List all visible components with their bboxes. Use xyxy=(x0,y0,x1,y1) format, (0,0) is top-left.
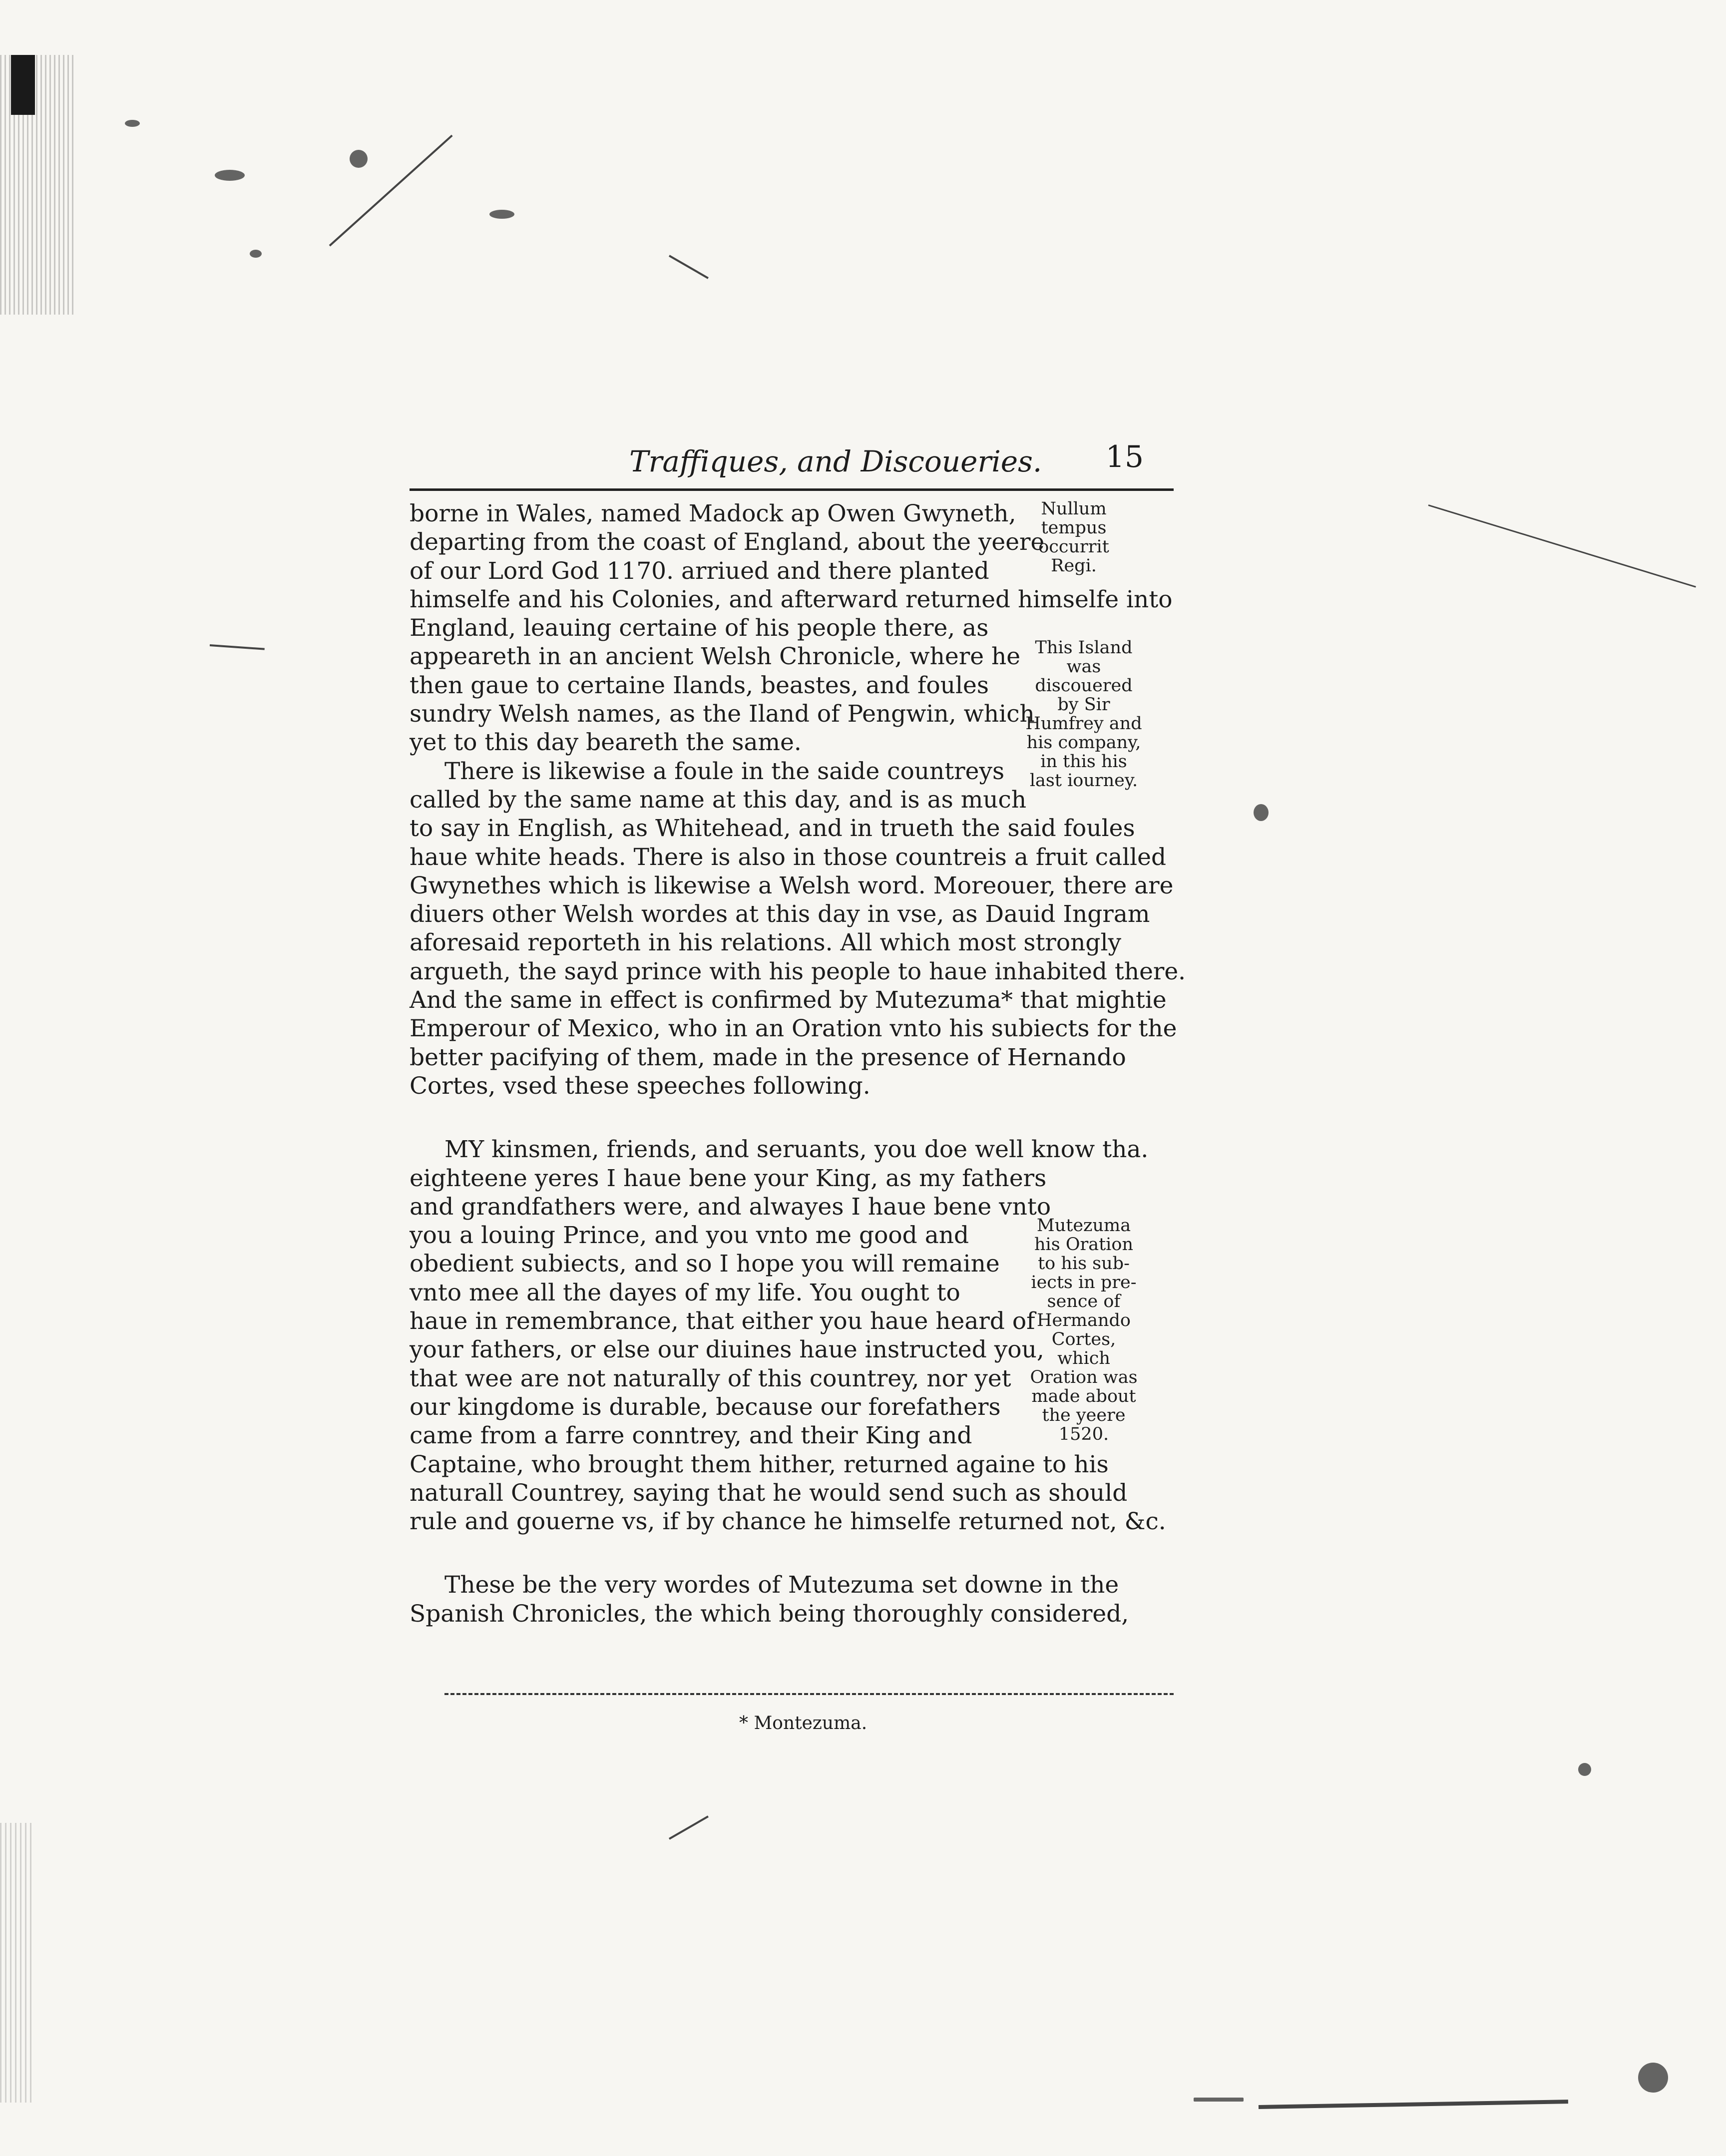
text-line: and grandfathers were, and alwayes I haue bene vnto xyxy=(410,1193,1051,1221)
margin-note-line: This Island xyxy=(1035,638,1133,658)
margin-note-line: discouered xyxy=(1035,676,1133,696)
text-line: your fathers, or else our diuines haue instructed you, xyxy=(410,1336,1044,1364)
margin-note-nullum-tempus xyxy=(999,499,1149,575)
text-line: sundry Welsh names, as the Iland of Pengwin, which xyxy=(410,700,1035,728)
footnote-rule xyxy=(444,1693,1174,1695)
text-line: vnto mee all the dayes of my life. You ought to xyxy=(410,1279,960,1306)
text-line: There is likewise a foule in the saide countreys xyxy=(444,757,1005,785)
text-line: rule and gouerne vs, if by chance he himselfe returned not, &c. xyxy=(410,1508,1166,1536)
margin-note-line: to his sub- xyxy=(1038,1254,1130,1274)
paragraph-2 xyxy=(410,757,1189,1101)
margin-note-line: Hermando xyxy=(1036,1310,1131,1330)
margin-note-line: Regi. xyxy=(1051,556,1097,576)
margin-note-line: Mutezuma xyxy=(1036,1216,1131,1236)
text-line: Cortes, vsed these speeches following. xyxy=(410,1072,870,1100)
text-line: haue white heads. There is also in those countreis a fruit called xyxy=(410,843,1167,871)
margin-note-line: tempus xyxy=(1041,518,1107,538)
paragraph-4 xyxy=(410,1571,1189,1628)
margin-note-line: last iourney. xyxy=(1029,771,1138,791)
margin-note-line: the yeere xyxy=(1042,1405,1126,1425)
scan-scratch xyxy=(669,1815,709,1839)
scan-speck xyxy=(215,170,245,181)
text-line: of our Lord God 1170. arriued and there planted xyxy=(410,557,989,585)
text-line: then gaue to certaine Ilands, beastes, and foules xyxy=(410,671,989,699)
page-number: 15 xyxy=(1105,439,1144,474)
scan-speck xyxy=(1194,2098,1244,2102)
text-line: to say in English, as Whitehead, and in trueth the said foules xyxy=(410,815,1135,843)
margin-note-line: Humfrey and xyxy=(1025,714,1142,734)
margin-note-line: by Sir xyxy=(1057,695,1110,715)
running-header xyxy=(410,439,1174,487)
scan-scratch xyxy=(210,644,265,650)
running-title: Traffiques, and Discoueries. xyxy=(629,444,1042,478)
text-line: England, leauing certaine of his people there, as xyxy=(410,614,989,642)
scan-scratch xyxy=(669,255,709,279)
margin-note-line: sence of xyxy=(1047,1292,1121,1311)
scan-speck xyxy=(489,210,514,219)
margin-note-line: his Oration xyxy=(1034,1235,1133,1255)
header-rule xyxy=(410,488,1174,491)
scan-edge-shadow-bottom xyxy=(0,1823,35,2103)
scan-speck xyxy=(1638,2063,1668,2093)
margin-note-line: 1520. xyxy=(1058,1424,1109,1444)
footnote: * Montezuma. xyxy=(739,1713,867,1733)
text-line: you a louing Prince, and you vnto me good and xyxy=(410,1222,969,1250)
margin-note-line: iects in pre- xyxy=(1031,1273,1137,1293)
text-line: borne in Wales, named Madock ap Owen Gwyneth, xyxy=(410,500,1016,527)
text-line: Spanish Chronicles, the which being thoroughly considered, xyxy=(410,1600,1129,1628)
text-line: naturall Countrey, saying that he would send such as should xyxy=(410,1479,1128,1507)
scan-speck xyxy=(1254,804,1269,821)
text-line: Gwynethes which is likewise a Welsh word. Moreouer, there are xyxy=(410,871,1174,899)
margin-note-line: his company, xyxy=(1026,733,1141,753)
margin-note-line: Oration was xyxy=(1030,1367,1138,1387)
margin-note-line: Cortes, xyxy=(1051,1329,1116,1349)
text-line: eighteene yeres I haue bene your King, as my fathers xyxy=(410,1164,1047,1192)
text-line: Captaine, who brought them hither, returned againe to his xyxy=(410,1450,1109,1478)
paragraph-gap xyxy=(410,1536,1189,1571)
margin-note-island xyxy=(1009,638,1159,790)
text-line: aforesaid reporteth in his relations. All which most strongly xyxy=(410,929,1122,957)
margin-note-line: was xyxy=(1066,657,1101,677)
margin-note-line: Nullum xyxy=(1041,499,1107,519)
text-line: yet to this day beareth the same. xyxy=(410,729,802,757)
text-line: called by the same name at this day, and is as much xyxy=(410,786,1027,814)
text-line: himselfe and his Colonies, and afterward returned himselfe into xyxy=(410,585,1173,613)
text-line: Emperour of Mexico, who in an Oration vnto his subiects for the xyxy=(410,1015,1177,1043)
text-line: appeareth in an ancient Welsh Chronicle, where he xyxy=(410,643,1021,671)
text-line: And the same in effect is confirmed by Mutezuma* that mightie xyxy=(410,986,1167,1014)
text-line: came from a farre conntrey, and their King and xyxy=(410,1422,972,1450)
margin-note-mutezuma-oration xyxy=(1009,1216,1159,1444)
text-line: diuers other Welsh wordes at this day in vse, as Dauid Ingram xyxy=(410,900,1150,928)
margin-note-line: in this his xyxy=(1040,752,1127,772)
scan-scratch xyxy=(1428,504,1696,588)
margin-note-line: occurrit xyxy=(1038,537,1109,557)
text-line: These be the very wordes of Mutezuma set downe in the xyxy=(444,1571,1119,1599)
text-line: haue in remembrance, that either you haue heard of xyxy=(410,1307,1035,1335)
text-line: departing from the coast of England, about the yeere xyxy=(410,528,1045,556)
margin-note-line: made about xyxy=(1031,1386,1136,1406)
scan-edge-mark xyxy=(11,55,35,115)
scan-scratch xyxy=(1259,2100,1568,2109)
margin-note-line: which xyxy=(1057,1348,1110,1368)
scan-speck xyxy=(1578,1763,1591,1776)
text-line: obedient subiects, and so I hope you will remaine xyxy=(410,1250,1000,1278)
scan-speck xyxy=(125,120,140,127)
text-line: MY kinsmen, friends, and seruants, you doe well know tha. xyxy=(444,1136,1149,1164)
text-line: our kingdome is durable, because our forefathers xyxy=(410,1393,1001,1421)
text-line: argueth, the sayd prince with his people to haue inhabited there. xyxy=(410,957,1186,985)
scan-speck xyxy=(350,150,368,168)
text-line: better pacifying of them, made in the presence of Hernando xyxy=(410,1043,1126,1071)
text-line: that wee are not naturally of this countrey, nor yet xyxy=(410,1364,1011,1392)
paragraph-gap xyxy=(410,1100,1189,1135)
scan-speck xyxy=(250,250,262,258)
scan-scratch xyxy=(329,135,453,247)
